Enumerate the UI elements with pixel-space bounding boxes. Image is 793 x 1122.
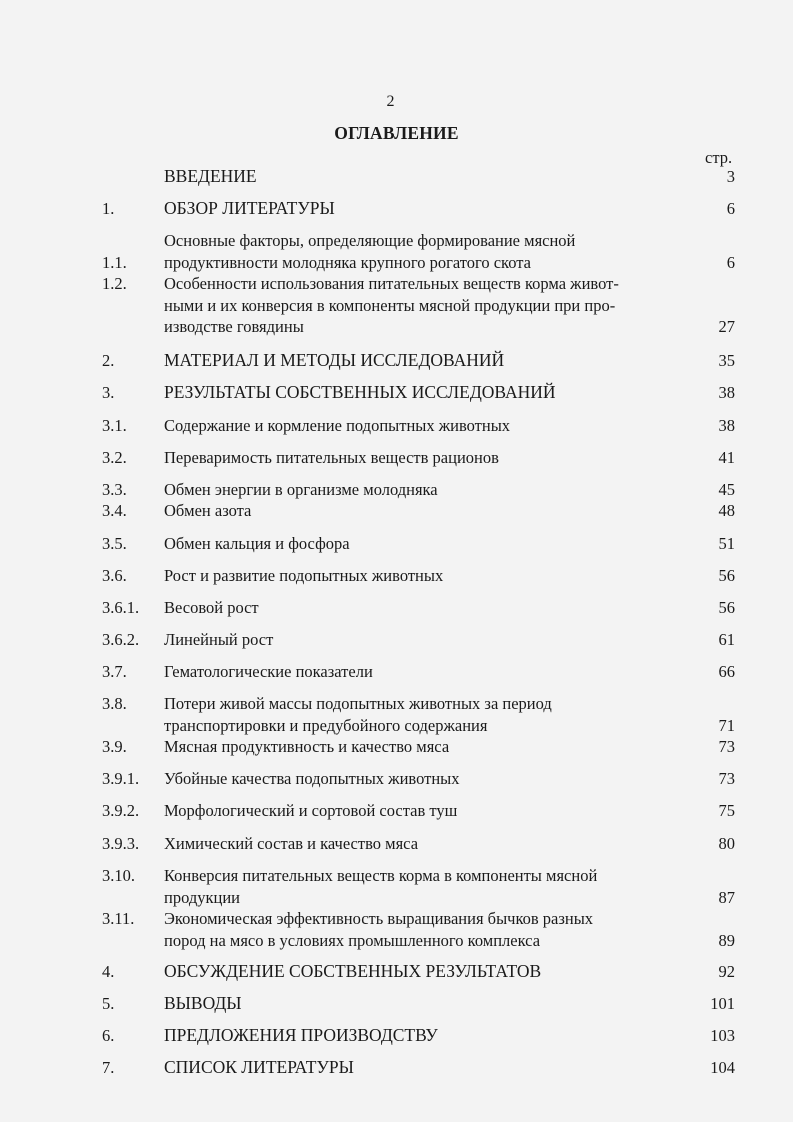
toc-entry-number: 4. (102, 962, 115, 981)
toc-entry-line: продуктивности молодняка крупного рогатого скота (164, 252, 531, 272)
page-column-label: стр. (705, 148, 733, 167)
toc-entry-text (164, 993, 694, 1015)
toc-entry-text (164, 800, 694, 822)
toc-entry-number: 3.10. (102, 866, 135, 885)
toc-entry-page: 56 (718, 566, 735, 585)
toc-entry-text (164, 350, 694, 372)
toc-entry-page: 75 (718, 801, 735, 820)
toc-entry-number: 3. (102, 383, 115, 402)
toc-entry-line: Обмен азота (164, 501, 252, 520)
toc-entry-line: транспортировки и предубойного содержания (164, 715, 488, 735)
toc-entry-line: ПРЕДЛОЖЕНИЯ ПРОИЗВОДСТВУ (164, 1025, 438, 1045)
toc-entry-line: Переваримость питательных веществ рационов (164, 448, 499, 467)
toc-entry-page: 101 (710, 994, 735, 1013)
toc-entry-page: 56 (718, 598, 735, 617)
toc-entry-text (164, 865, 694, 908)
toc-entry-text (164, 736, 694, 758)
toc-entry-text (164, 597, 694, 619)
toc-entry-page: 61 (718, 630, 735, 649)
toc-entry-number: 3.4. (102, 501, 127, 520)
toc-entry-line: Морфологический и сортовой состав туш (164, 801, 458, 820)
toc-entry-text (164, 693, 694, 736)
toc-entry-text (164, 415, 694, 437)
toc-entry-page: 38 (718, 416, 735, 435)
toc-entry-text (164, 166, 694, 188)
toc-entry-number: 5. (102, 994, 115, 1013)
toc-entry-page: 87 (718, 887, 735, 907)
toc-entry-page: 71 (718, 715, 735, 735)
toc-entry-line: Конверсия питательных веществ корма в компоненты мясной (164, 866, 598, 885)
toc-entry-page: 48 (718, 501, 735, 520)
toc-entry-page: 51 (718, 534, 735, 553)
toc-entry-text (164, 447, 694, 469)
toc-entry-text (164, 533, 694, 555)
toc-entry-line: СПИСОК ЛИТЕРАТУРЫ (164, 1057, 354, 1077)
toc-entry-text (164, 661, 694, 683)
toc-entry-line: Содержание и кормление подопытных животных (164, 416, 511, 435)
toc-entry-line: РЕЗУЛЬТАТЫ СОБСТВЕННЫХ ИССЛЕДОВАНИЙ (164, 382, 556, 402)
toc-entry-line: ВВЕДЕНИЕ (164, 166, 257, 186)
toc-entry-number: 1.1. (102, 252, 127, 272)
toc-entry-number: 3.8. (102, 694, 127, 713)
toc-entry-page: 35 (718, 351, 735, 370)
toc-entry-line: Химический состав и качество мяса (164, 834, 419, 853)
toc-entry-line: Обмен кальция и фосфора (164, 534, 350, 553)
page-number: 2 (386, 93, 395, 110)
toc-entry-number: 3.2. (102, 448, 127, 467)
toc-entry-line: изводстве говядины (164, 317, 304, 336)
toc-entry-number: 3.9. (102, 737, 127, 756)
toc-entry-page: 3 (726, 167, 735, 186)
toc-entry-line: Обмен энергии в организме молодняка (164, 480, 438, 499)
toc-entry-page: 6 (726, 252, 735, 272)
toc-entry-page: 41 (718, 448, 735, 467)
toc-entry-text (164, 1025, 694, 1047)
toc-entry-text (164, 1057, 694, 1079)
toc-entry-line: Линейный рост (164, 630, 274, 649)
toc-entry-text (164, 479, 694, 501)
toc-entry-text (164, 629, 694, 651)
toc-entry-text (164, 908, 694, 951)
toc-entry-line: ВЫВОДЫ (164, 993, 242, 1013)
toc-entry-line: Весовой рост (164, 598, 259, 617)
toc-entry-line: Особенности использования питательных веществ корма живот- (164, 274, 619, 293)
toc-entry-text (164, 500, 694, 522)
toc-entry-page: 103 (710, 1026, 735, 1045)
toc-entry-number: 3.6.1. (102, 598, 140, 617)
toc-entry-number: 3.7. (102, 662, 127, 681)
toc-entry-number: 3.1. (102, 416, 127, 435)
toc-entry-number: 3.9.2. (102, 801, 140, 820)
toc-entry-line: Потери живой массы подопытных животных за период (164, 694, 552, 713)
toc-entry-line: Основные факторы, определяющие формирование мясной (164, 231, 576, 250)
toc-entry-page: 27 (718, 317, 735, 336)
toc-entry-line: Мясная продуктивность и качество мяса (164, 737, 450, 756)
toc-entry-page: 104 (710, 1058, 735, 1077)
toc-entry-page: 92 (718, 962, 735, 981)
toc-entry-number: 3.9.3. (102, 834, 140, 853)
toc-entry-number: 3.11. (102, 909, 135, 928)
toc-entry-page: 89 (718, 930, 735, 950)
toc-entry-line: Гематологические показатели (164, 662, 373, 681)
toc-entry-page: 66 (718, 662, 735, 681)
toc-entry-page: 45 (718, 480, 735, 499)
toc-entry-line: Рост и развитие подопытных животных (164, 566, 444, 585)
toc-entry-number: 3.6.2. (102, 630, 140, 649)
toc-entry-page: 6 (726, 199, 735, 218)
toc-entry-text (164, 382, 694, 404)
toc-entry-line: ОБСУЖДЕНИЕ СОБСТВЕННЫХ РЕЗУЛЬТАТОВ (164, 961, 542, 981)
toc-entry-number: 3.3. (102, 480, 127, 499)
toc-entry-text (164, 833, 694, 855)
toc-entry-page: 38 (718, 383, 735, 402)
toc-entry-text (164, 961, 694, 983)
toc-entry-text (164, 230, 694, 273)
toc-entry-number: 2. (102, 351, 115, 370)
toc-entry-line: Убойные качества подопытных животных (164, 769, 460, 788)
toc-entry-number: 1. (102, 199, 115, 218)
toc-entry-number: 6. (102, 1026, 115, 1045)
toc-entry-text (164, 768, 694, 790)
toc-entry-line: ными и их конверсия в компоненты мясной продукции при про- (164, 295, 616, 315)
toc-entry-line: продукции (164, 887, 241, 907)
page-title: ОГЛАВЛЕНИЕ (334, 123, 459, 143)
toc-entry-number: 3.9.1. (102, 769, 140, 788)
toc-entry-page: 73 (718, 769, 735, 788)
toc-entry-page: 73 (718, 737, 735, 756)
toc-entry-line: ОБЗОР ЛИТЕРАТУРЫ (164, 198, 335, 218)
toc-entry-number: 1.2. (102, 274, 127, 293)
toc-entry-text (164, 565, 694, 587)
toc-entry-text (164, 198, 694, 220)
toc-entry-line: МАТЕРИАЛ И МЕТОДЫ ИССЛЕДОВАНИЙ (164, 350, 505, 370)
toc-entry-line: Экономическая эффективность выращивания бычков разных (164, 909, 594, 928)
toc-entry-number: 3.6. (102, 566, 127, 585)
toc-entry-number: 3.5. (102, 534, 127, 553)
toc-entry-number: 7. (102, 1058, 115, 1077)
toc-entry-text (164, 273, 694, 338)
toc-entry-page: 80 (718, 834, 735, 853)
toc-entry-line: пород на мясо в условиях промышленного комплекса (164, 930, 541, 950)
